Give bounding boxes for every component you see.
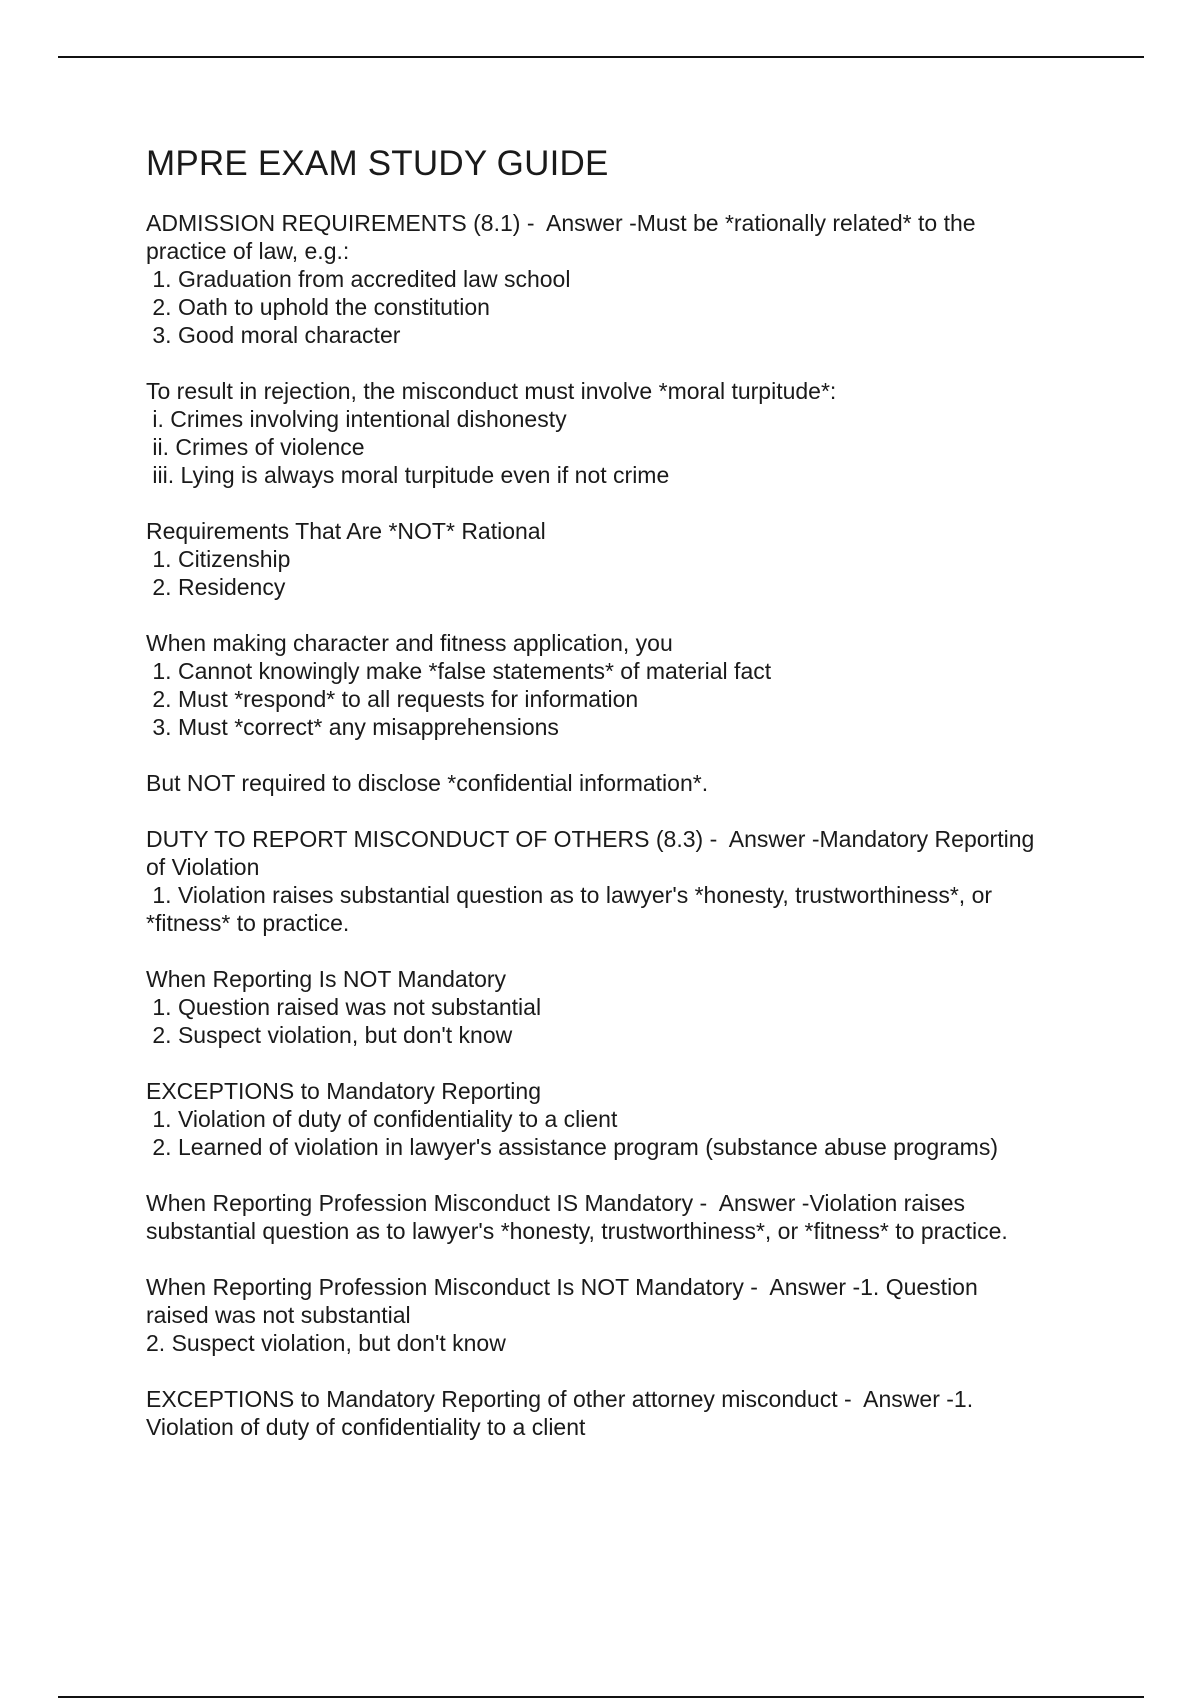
text-line: of Violation: [146, 854, 260, 880]
section-block: [146, 629, 1106, 741]
section-block: [146, 825, 1106, 937]
text-line: iii. Lying is always moral turpitude even if not crime: [146, 462, 670, 488]
text-line: When making character and fitness application, you: [146, 630, 673, 656]
text-line: *fitness* to practice.: [146, 910, 350, 936]
text-line: When Reporting Profession Misconduct Is NOT Mandatory - Answer -1. Question: [146, 1274, 978, 1300]
text-line: Violation of duty of confidentiality to a client: [146, 1414, 586, 1440]
text-line: 3. Good moral character: [146, 322, 401, 348]
section-block: [146, 377, 1106, 489]
text-line: Requirements That Are *NOT* Rational: [146, 518, 546, 544]
study-guide-sections: [146, 209, 1106, 1441]
text-line: 1. Question raised was not substantial: [146, 994, 542, 1020]
text-line: When Reporting Profession Misconduct IS Mandatory - Answer -Violation raises: [146, 1190, 966, 1216]
text-line: 1. Graduation from accredited law school: [146, 266, 571, 292]
section-block: [146, 1189, 1106, 1245]
text-line: EXCEPTIONS to Mandatory Reporting: [146, 1078, 541, 1104]
text-line: 3. Must *correct* any misapprehensions: [146, 714, 559, 740]
text-line: 1. Violation raises substantial question as to lawyer's *honesty, trustworthiness*, or: [146, 882, 993, 908]
section-block: [146, 209, 1106, 349]
text-line: ADMISSION REQUIREMENTS (8.1) - Answer -Must be *rationally related* to the: [146, 210, 976, 236]
section-block: [146, 517, 1106, 601]
text-line: ii. Crimes of violence: [146, 434, 365, 460]
top-rule: [58, 56, 1144, 58]
text-line: 2. Suspect violation, but don't know: [146, 1022, 513, 1048]
section-block: [146, 1385, 1106, 1441]
text-line: 2. Learned of violation in lawyer's assistance program (substance abuse programs): [146, 1134, 998, 1160]
bottom-rule: [58, 1696, 1144, 1698]
text-line: substantial question as to lawyer's *honesty, trustworthiness*, or *fitness* to practice.: [146, 1218, 1008, 1244]
text-line: When Reporting Is NOT Mandatory: [146, 966, 507, 992]
text-line: 2. Must *respond* to all requests for information: [146, 686, 639, 712]
text-line: raised was not substantial: [146, 1302, 411, 1328]
text-line: 1. Cannot knowingly make *false statements* of material fact: [146, 658, 772, 684]
text-line: But NOT required to disclose *confidential information*.: [146, 770, 709, 796]
text-line: To result in rejection, the misconduct must involve *moral turpitude*:: [146, 378, 837, 404]
section-block: [146, 1273, 1106, 1357]
page-title: MPRE EXAM STUDY GUIDE: [146, 144, 609, 183]
text-line: 2. Residency: [146, 574, 286, 600]
text-line: 2. Suspect violation, but don't know: [146, 1330, 506, 1356]
text-line: practice of law, e.g.:: [146, 238, 350, 264]
text-line: EXCEPTIONS to Mandatory Reporting of other attorney misconduct - Answer -1.: [146, 1386, 974, 1412]
text-line: 1. Citizenship: [146, 546, 291, 572]
section-block: [146, 1077, 1106, 1161]
section-block: [146, 965, 1106, 1049]
text-line: DUTY TO REPORT MISCONDUCT OF OTHERS (8.3) - Answer -Mandatory Reporting: [146, 826, 1035, 852]
document-body: [146, 142, 1106, 1469]
text-line: i. Crimes involving intentional dishonesty: [146, 406, 567, 432]
text-line: 2. Oath to uphold the constitution: [146, 294, 490, 320]
section-block: [146, 769, 1106, 797]
text-line: 1. Violation of duty of confidentiality to a client: [146, 1106, 618, 1132]
